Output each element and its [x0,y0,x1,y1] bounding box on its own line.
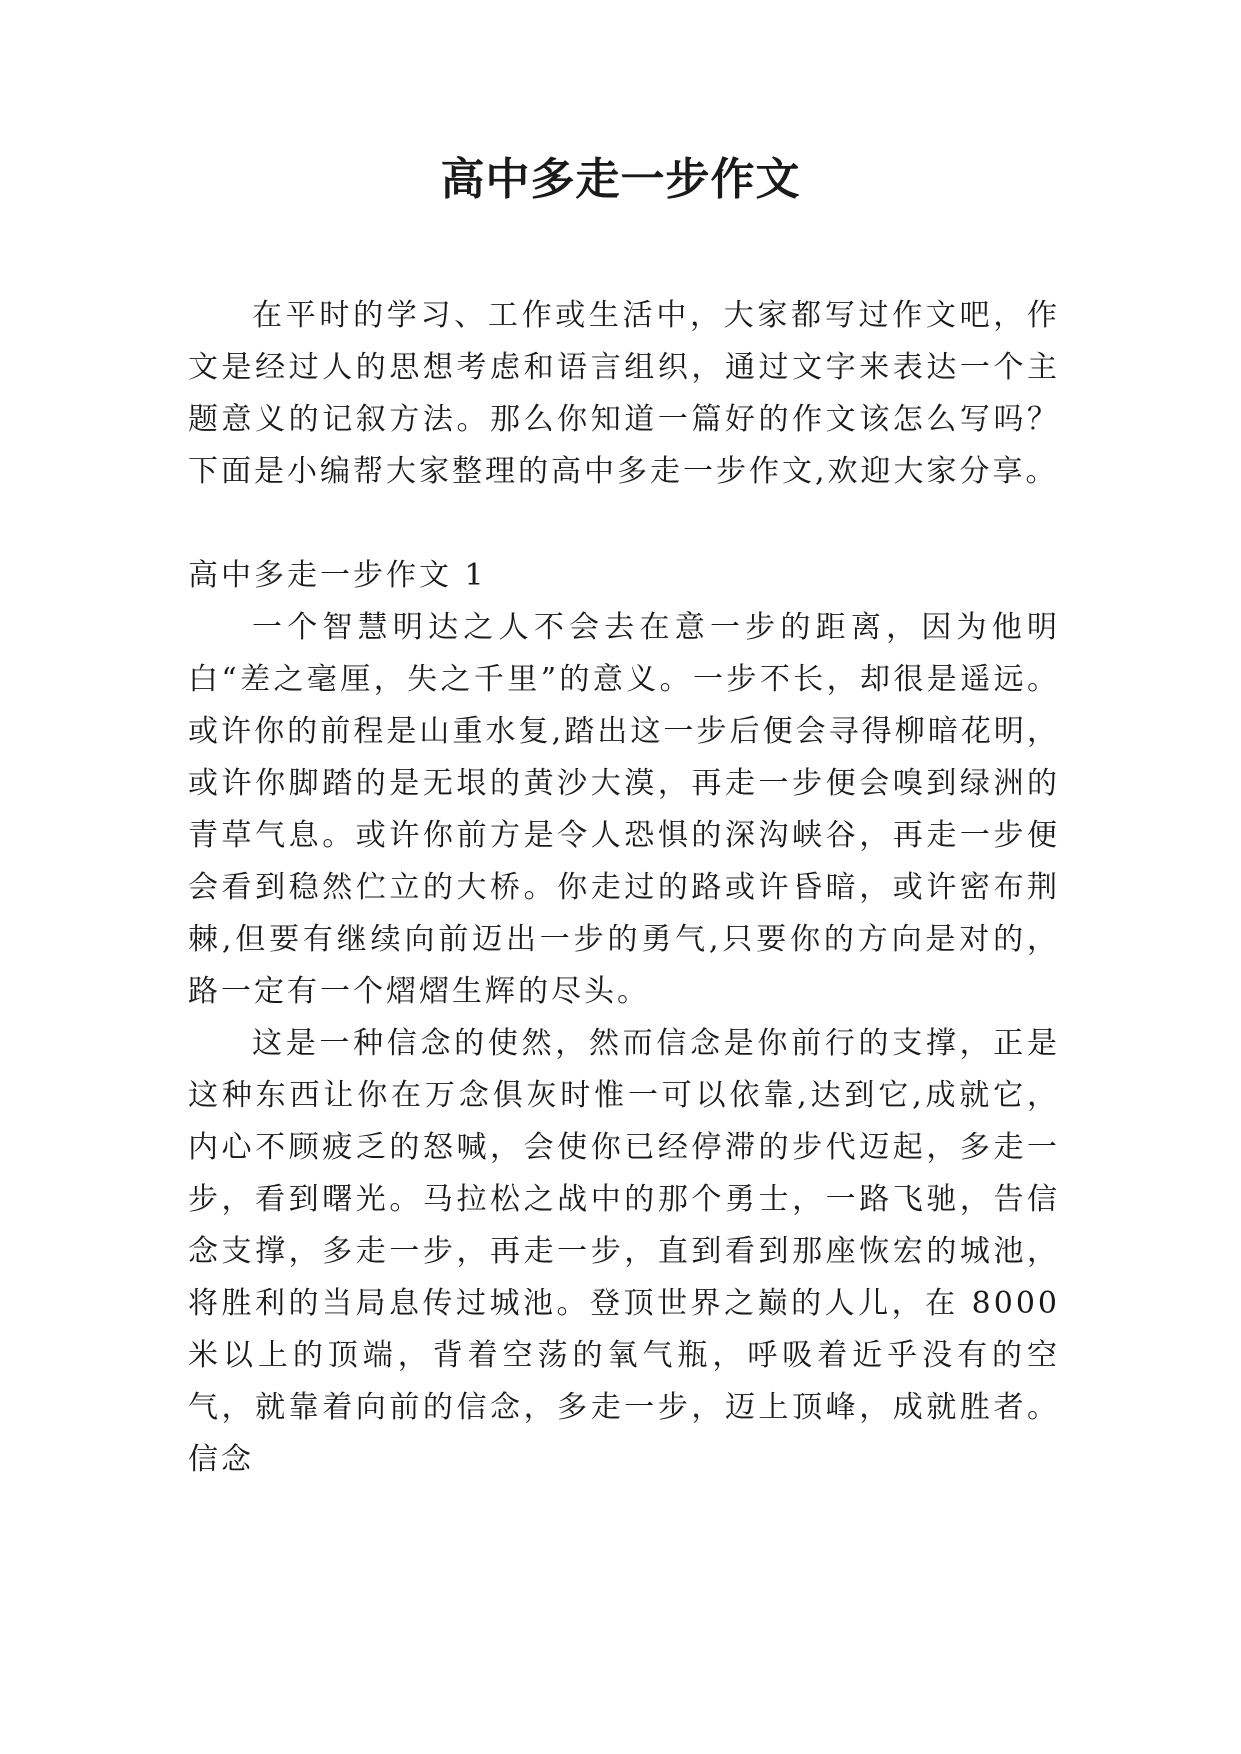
body-paragraph: 这是一种信念的使然，然而信念是你前行的支撑，正是这种东西让你在万念俱灰时惟一可以依靠,达到它,成就它，内心不顾疲乏的怒喊，会使你已经停滞的步代迈起，多走一步，看到曙光。马拉松之战中的那个勇士，一路飞驰，告信念支撑，多走一步，再走一步，直到看到那座恢宏的城池，将胜利的当局息传过城池。登顶世界之巅的人儿，在 8000 米以上的顶端，背着空荡的氧气瓶，呼吸着近乎没有的空气，就靠着向前的信念，多走一步，迈上顶峰，成就胜者。信念 [188,1026,1060,1477]
body-paragraph: 一个智慧明达之人不会去在意一步的距离，因为他明白“差之毫厘，失之千里”的意义。一步不长，却很是遥远。或许你的前程是山重水复,踏出这一步后便会寻得柳暗花明，或许你脚踏的是无垠的黄沙大漠，再走一步便会嗅到绿洲的青草气息。或许你前方是令人恐惧的深沟峡谷，再走一步便会看到稳然伫立的大桥。你走过的路或许昏暗，或许密布荆棘,但要有继续向前迈出一步的勇气,只要你的方向是对的，路一定有一个熠熠生辉的尽头。 [188,610,1060,1009]
document-title: 高中多走一步作文 [440,154,801,205]
intro-paragraph: 在平时的学习、工作或生活中，大家都写过作文吧，作文是经过人的思想考虑和语言组织，通过文字来表达一个主题意义的记叙方法。那么你知道一篇好的作文该怎么写吗？下面是小编帮大家整理的高中多走一步作文,欢迎大家分享。 [188,298,1060,489]
document-body [188,290,1060,1486]
section-heading: 高中多走一步作文 1 [188,558,487,593]
